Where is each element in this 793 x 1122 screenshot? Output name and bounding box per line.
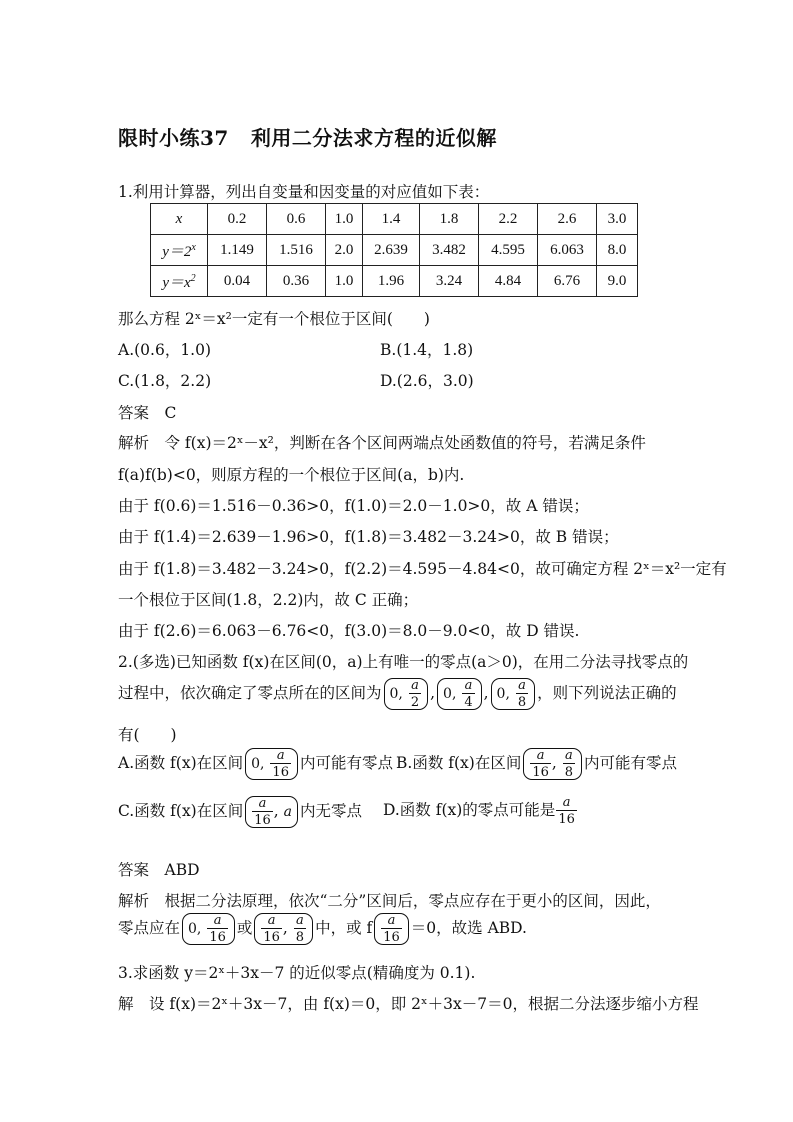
- page-title: [118, 122, 497, 151]
- q1-analysis-line: 由于 f(1.4)＝2.639－1.96>0，f(1.8)＝3.482－3.24>0，故 B 错误；: [118, 528, 619, 546]
- q2-option-b: B.函数 f(x)在区间 $\frac{a}{16}$ , $\frac{a}{8}$ 内可能有零点: [396, 748, 678, 780]
- table-row: [151, 266, 638, 297]
- table-cell: 1.4: [363, 204, 420, 235]
- table-cell: 1.8: [420, 204, 479, 235]
- table-cell: 0.6: [267, 204, 326, 235]
- table-row-label: $y=x^2$: [151, 266, 208, 297]
- table-row-label: $y=2^x$: [151, 235, 208, 266]
- table-cell: 9.0: [597, 266, 638, 297]
- table-cell: 1.0: [326, 266, 363, 297]
- q2-option-c: C.函数 f(x)在区间 $\frac{a}{16}$ , a 内无零点: [118, 796, 363, 828]
- q2-answer: 答案 ABD: [118, 861, 200, 879]
- interval-bracket: $\frac{a}{16}$ , a: [245, 796, 298, 828]
- q1-stem: 1.利用计算器，列出自变量和因变量的对应值如下表：: [118, 183, 490, 201]
- q1-option-d: D.(2.6，3.0): [380, 372, 474, 390]
- table-cell: 6.76: [538, 266, 597, 297]
- q2-option-a: A.函数 f(x)在区间 0, $\frac{a}{16}$ 内可能有零点: [118, 748, 393, 780]
- table-row: [151, 204, 638, 235]
- q1-option-a: A.(0.6，1.0): [118, 341, 212, 359]
- q1-analysis-line: f(a)f(b)<0，则原方程的一个根位于区间(a，b)内.: [118, 466, 465, 484]
- title-right: 利用二分法求方程的近似解: [250, 126, 497, 150]
- table-cell: 4.84: [479, 266, 538, 297]
- table-cell: 4.595: [479, 235, 538, 266]
- interval-bracket: 0, $\frac{a}{16}$: [245, 748, 298, 780]
- table-cell: 1.149: [208, 235, 267, 266]
- table-row: [151, 235, 638, 266]
- q1-analysis-line: 由于 f(1.8)＝3.482－3.24>0，f(2.2)＝4.595－4.84<0，故可确定方程 2ˣ＝x²一定有: [118, 560, 727, 578]
- table-cell: 3.482: [420, 235, 479, 266]
- interval-bracket: $\frac{a}{16}$ , $\frac{a}{8}$: [254, 913, 313, 945]
- table-cell: 2.0: [326, 235, 363, 266]
- q1-answer: 答案 C: [118, 404, 177, 422]
- q1-question: 那么方程 2ˣ＝x²一定有一个根位于区间( ): [118, 310, 430, 328]
- q1-option-b: B.(1.4，1.8): [380, 341, 474, 359]
- table-cell: 1.96: [363, 266, 420, 297]
- q2-option-d: D.函数 f(x)的零点可能是 $\frac{a}{16}$: [383, 795, 575, 827]
- table-cell: 1.516: [267, 235, 326, 266]
- q2-analysis-line: 零点应在 0, $\frac{a}{16}$ 或 $\frac{a}{16}$ , $\frac{a}{8}$ 中，或 f $\frac{a}{16}$ ＝0，故选 ABD.: [118, 913, 527, 945]
- table-cell: 6.063: [538, 235, 597, 266]
- q3-stem: 3.求函数 y＝2ˣ＋3x－7 的近似零点(精确度为 0.1).: [118, 964, 476, 982]
- table-cell: 2.2: [479, 204, 538, 235]
- q2-stem-line3: 有( ): [118, 726, 177, 744]
- table-cell: 0.04: [208, 266, 267, 297]
- q1-analysis-line: 由于 f(2.6)＝6.063－6.76<0，f(3.0)＝8.0－9.0<0，故 D 错误.: [118, 622, 580, 640]
- q1-option-c: C.(1.8，2.2): [118, 372, 212, 390]
- table-cell: 0.36: [267, 266, 326, 297]
- interval-bracket: 0, $\frac{a}{4}$: [437, 678, 482, 710]
- table-cell: 2.639: [363, 235, 420, 266]
- interval-bracket: $\frac{a}{16}$ , $\frac{a}{8}$: [523, 748, 582, 780]
- q1-analysis-line: 解析 令 f(x)＝2ˣ－x²，判断在各个区间两端点处函数值的符号，若满足条件: [118, 434, 646, 452]
- interval-bracket: 0, $\frac{a}{8}$: [491, 678, 536, 710]
- q2-stem-line2: 过程中，依次确定了零点所在的区间为 0, $\frac{a}{2}$ , 0, $\frac{a}{4}$ , 0, $\frac{a}{8}$ ，则下列说法正确的: [118, 678, 677, 710]
- q3-solution-line: 解 设 f(x)＝2ˣ＋3x－7，由 f(x)＝0，即 2ˣ＋3x－7＝0，根据二分法逐步缩小方程: [118, 995, 699, 1013]
- table-cell: 2.6: [538, 204, 597, 235]
- table-cell: 0.2: [208, 204, 267, 235]
- table-cell: 3.24: [420, 266, 479, 297]
- q2-analysis-line: 解析 根据二分法原理，依次“二分”区间后，零点应存在于更小的区间，因此，: [118, 892, 661, 910]
- table-cell: 3.0: [597, 204, 638, 235]
- table-cell: 1.0: [326, 204, 363, 235]
- value-table: [150, 203, 638, 297]
- title-left: 限时小练37: [118, 126, 229, 150]
- q1-analysis-line: 一个根位于区间(1.8，2.2)内，故 C 正确；: [118, 591, 419, 609]
- q1-analysis-line: 由于 f(0.6)＝1.516－0.36>0，f(1.0)＝2.0－1.0>0，故 A 错误；: [118, 497, 589, 515]
- interval-bracket: 0, $\frac{a}{16}$: [182, 913, 235, 945]
- interval-bracket: $\frac{a}{16}$: [374, 913, 409, 945]
- interval-bracket: 0, $\frac{a}{2}$: [384, 678, 429, 710]
- q2-stem-line1: 2.(多选)已知函数 f(x)在区间(0，a)上有唯一的零点(a＞0)，在用二分法寻找零点的: [118, 653, 689, 671]
- table-cell: 8.0: [597, 235, 638, 266]
- table-row-label: x: [151, 204, 208, 235]
